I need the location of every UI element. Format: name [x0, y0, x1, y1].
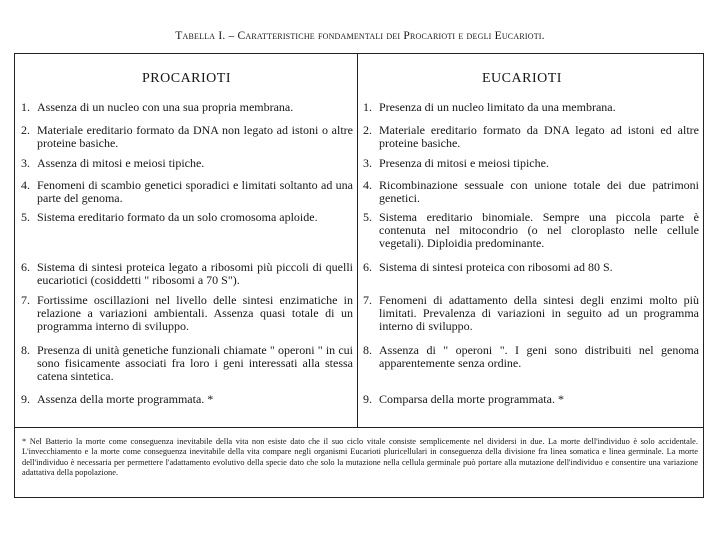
- eucarioti-item: 3. Presenza di mitosi e meiosi tipiche.: [363, 156, 549, 170]
- eucarioti-item: 4. Ricombinazione sessuale con unione totale dei due patrimoni genetici.: [363, 178, 699, 205]
- procarioti-item: 4. Fenomeni di scambio genetici sporadici e limitati soltanto ad una parte del genoma.: [21, 178, 353, 205]
- table-title-prefix: Tabella I. –: [175, 30, 235, 42]
- eucarioti-header: EUCARIOTI: [482, 71, 562, 86]
- table-title: [0, 30, 720, 42]
- eucarioti-item: 8. Assenza di " operoni ". I geni sono distribuiti nel genoma apparentemente senza ordine.: [363, 343, 699, 370]
- procarioti-item: 6. Sistema di sintesi proteica legato a ribosomi più piccoli di quelli eucariotici (cosiddetti " ribosomi a 70 S").: [21, 260, 353, 287]
- procarioti-item: 5. Sistema ereditario formato da un solo cromosoma aploide.: [21, 210, 318, 224]
- eucarioti-item: 7. Fenomeni di adattamento della sintesi degli enzimi molto più limitati. Prevalenza di variazioni in seguito ad un programma interno di sviluppo.: [363, 293, 699, 333]
- eucarioti-item: 5. Sistema ereditario binomiale. Sempre una piccola parte è contenuta nel mitocondrio (o nel cloroplasto nelle cellule vegetali). Diploidia predominante.: [363, 210, 699, 250]
- procarioti-header: PROCARIOTI: [142, 71, 232, 86]
- procarioti-item: 7. Fortissime oscillazioni nel livello delle sintesi enzimatiche in relazione a variazioni ambientali. Assenza quasi totale di un programma interno di sviluppo.: [21, 293, 353, 333]
- eucarioti-item: 1. Presenza di un nucleo limitato da una membrana.: [363, 100, 616, 114]
- footnote: * Nel Batterio la morte come conseguenza inevitabile della vita non esiste dato che il suo ciclo vitale consiste semplicemente nel dividersi in due. La morte dell'individuo è solo accidentale. L'invecchiamento e la morte come conseguenza inevitabile della vita compare negli organismi Eucarioti pluricellulari in conseguenza della divisione fra linea somatica e linea germinale. La morte dell'individuo è necessaria per permettere l'adattamento evolutivo della specie dato che solo la mutazione nella cellula germinale può portare alla mutazione dell'individuo e consentire una variazione adattativa della popolazione.: [22, 437, 698, 478]
- footnote-divider: [14, 427, 704, 428]
- procarioti-item: 8. Presenza di unità genetiche funzionali chiamate " operoni " in cui sono fisicamente associati fra loro i geni interessati alla stessa catena sintetica.: [21, 343, 353, 383]
- table-title-text: Caratteristiche fondamentali dei Procarioti e degli Eucarioti.: [237, 30, 545, 42]
- eucarioti-item: 2. Materiale ereditario formato da DNA legato ad istoni ed altre proteine basiche.: [363, 123, 699, 150]
- procarioti-item: 2. Materiale ereditario formato da DNA non legato ad istoni o altre proteine basiche.: [21, 123, 353, 150]
- eucarioti-item: 6. Sistema di sintesi proteica con ribosomi ad 80 S.: [363, 260, 613, 274]
- procarioti-item: 3. Assenza di mitosi e meiosi tipiche.: [21, 156, 205, 170]
- eucarioti-item: 9. Comparsa della morte programmata. *: [363, 392, 564, 406]
- procarioti-item: 9. Assenza della morte programmata. *: [21, 392, 214, 406]
- procarioti-item: 1. Assenza di un nucleo con una sua propria membrana.: [21, 100, 294, 114]
- column-divider: [357, 53, 358, 427]
